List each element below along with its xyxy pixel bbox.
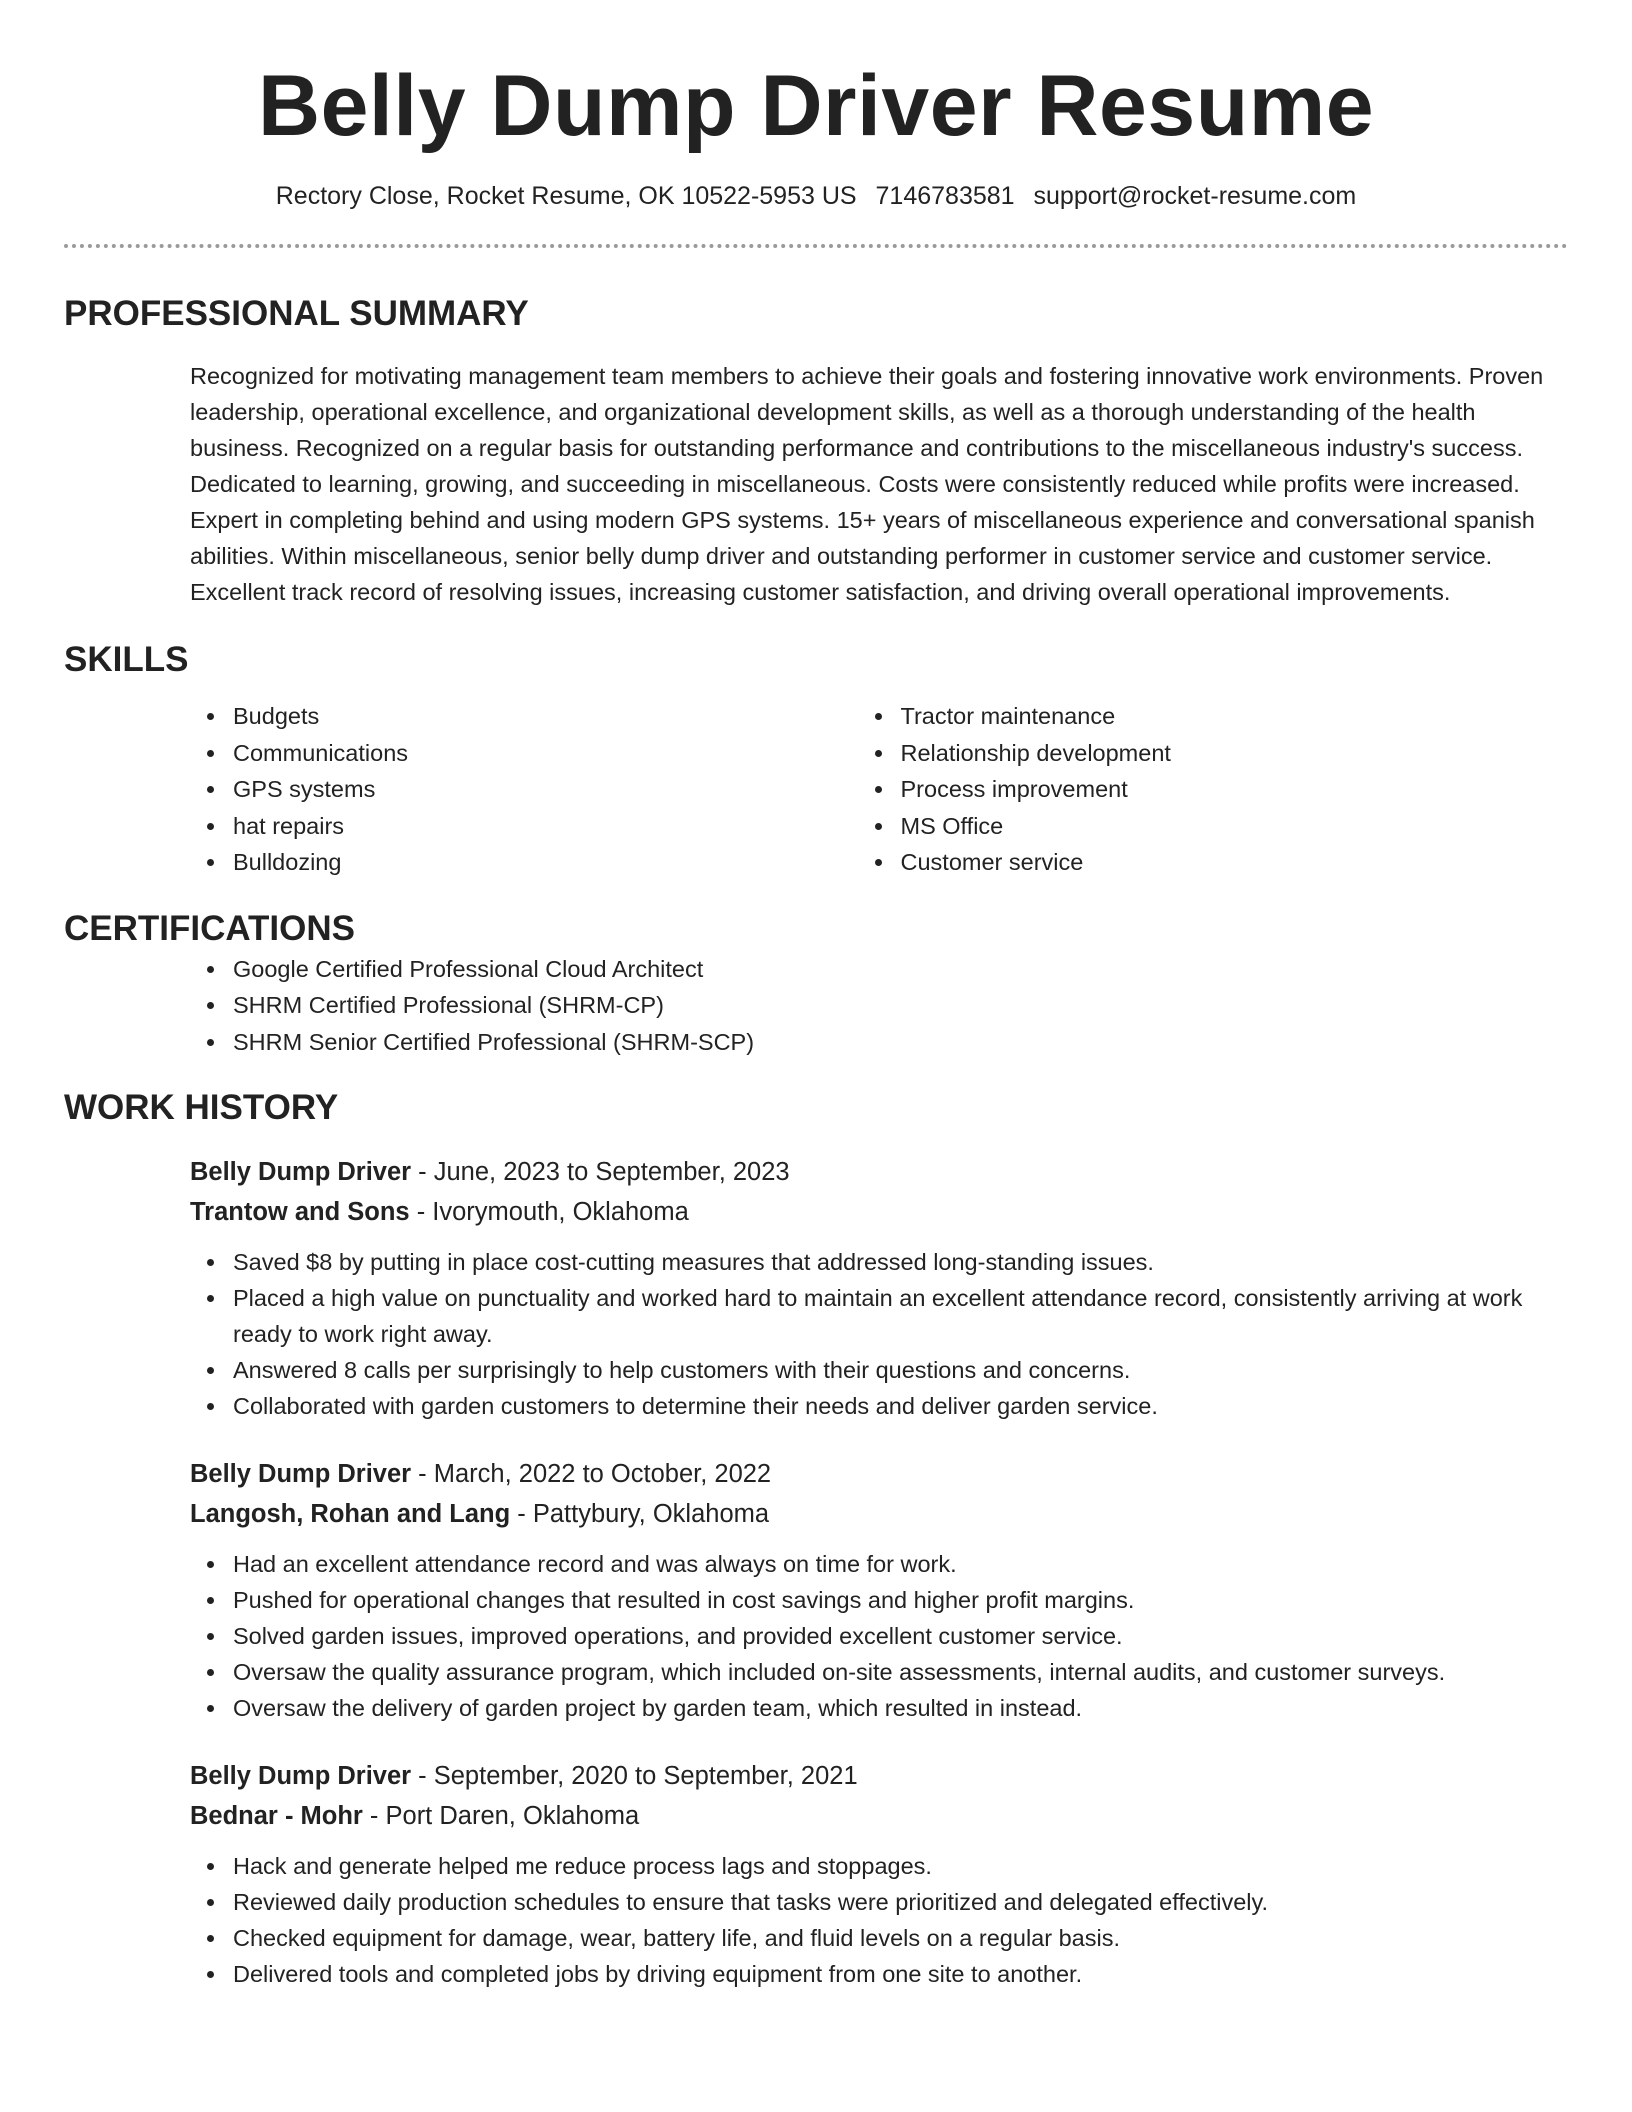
certification-item: SHRM Senior Certified Professional (SHRM-SCP): [233, 1024, 1568, 1061]
job-company: Langosh, Rohan and Lang: [190, 1500, 511, 1528]
summary-heading: PROFESSIONAL SUMMARY: [64, 294, 529, 333]
contact-email: support@rocket-resume.com: [1033, 182, 1357, 210]
job-company: Bednar - Mohr: [190, 1802, 363, 1830]
certification-item: Google Certified Professional Cloud Architect: [233, 951, 1568, 988]
work-history-heading: WORK HISTORY: [64, 1088, 339, 1127]
job-bullets: [190, 1546, 1568, 1726]
header-divider: [64, 244, 1568, 248]
skill-item: GPS systems: [233, 771, 901, 808]
job-bullet: Delivered tools and completed jobs by driving equipment from one site to another.: [233, 1956, 1568, 1992]
job-role: Belly Dump Driver: [190, 1158, 412, 1186]
skill-item: Budgets: [233, 698, 901, 735]
job-bullets: [190, 1848, 1568, 1992]
skill-item: Process improvement: [901, 771, 1569, 808]
skills-column-right: [901, 698, 1569, 881]
skill-item: Relationship development: [901, 735, 1569, 772]
skill-item: Bulldozing: [233, 844, 901, 881]
job-bullet: Hack and generate helped me reduce process lags and stoppages.: [233, 1848, 1568, 1884]
job-bullet: Saved $8 by putting in place cost-cutting measures that addressed long-standing issues.: [233, 1244, 1568, 1280]
job-dates: - September, 2020 to September, 2021: [411, 1762, 858, 1790]
job-entry: [190, 1454, 1568, 1726]
job-bullet: Oversaw the quality assurance program, which included on-site assessments, internal audits, and customer surveys.: [233, 1654, 1568, 1690]
job-dates: - June, 2023 to September, 2023: [411, 1158, 790, 1186]
contact-phone: 7146783581: [875, 182, 1015, 210]
job-company-line: [190, 1494, 1568, 1534]
job-entry: [190, 1152, 1568, 1424]
skill-item: Tractor maintenance: [901, 698, 1569, 735]
resume-title: Belly Dump Driver Resume: [257, 58, 1375, 154]
contact-address: Rectory Close, Rocket Resume, OK 10522-5953 US: [275, 182, 857, 210]
job-bullet: Placed a high value on punctuality and worked hard to maintain an excellent attendance record, consistently arriving at work ready to work right away.: [233, 1280, 1568, 1352]
certifications-heading: CERTIFICATIONS: [64, 908, 356, 948]
job-location: - Port Daren, Oklahoma: [362, 1802, 640, 1830]
skills-heading: SKILLS: [64, 640, 189, 679]
certification-item: SHRM Certified Professional (SHRM-CP): [233, 987, 1568, 1024]
job-title-line: [190, 1152, 1568, 1192]
skill-item: Customer service: [901, 844, 1569, 881]
job-bullet: Reviewed daily production schedules to ensure that tasks were prioritized and delegated effectively.: [233, 1884, 1568, 1920]
job-location: - Pattybury, Oklahoma: [510, 1500, 770, 1528]
job-company-line: [190, 1192, 1568, 1232]
job-bullet: Collaborated with garden customers to determine their needs and deliver garden service.: [233, 1388, 1568, 1424]
skill-item: MS Office: [901, 808, 1569, 845]
skill-item: Communications: [233, 735, 901, 772]
summary-text: Recognized for motivating management team members to achieve their goals and fostering innovative work environments. Proven leadership, operational excellence, and organizational development skills, as well as a thorough understanding of the health business. Recognized on a regular basis for outstanding performance and contributions to the miscellaneous industry's success. Dedicated to learning, growing, and succeeding in miscellaneous. Costs were consistently reduced while profits were increased. Expert in completing behind and using modern GPS systems. 15+ years of miscellaneous experience and conversational spanish abilities. Within miscellaneous, senior belly dump driver and outstanding performer in customer service and customer service. Excellent track record of resolving issues, increasing customer satisfaction, and driving overall operational improvements.: [190, 363, 1544, 605]
job-role: Belly Dump Driver: [190, 1762, 412, 1790]
skills-list: [64, 698, 1568, 881]
job-role: Belly Dump Driver: [190, 1460, 412, 1488]
job-bullet: Solved garden issues, improved operations, and provided excellent customer service.: [233, 1618, 1568, 1654]
certifications-list: [64, 951, 1568, 1061]
skills-column-left: [64, 698, 901, 881]
contact-line: [64, 180, 1568, 212]
job-title-line: [190, 1756, 1568, 1796]
job-bullet: Oversaw the delivery of garden project by garden team, which resulted in instead.: [233, 1690, 1568, 1726]
job-bullet: Answered 8 calls per surprisingly to help customers with their questions and concerns.: [233, 1352, 1568, 1388]
job-company: Trantow and Sons: [190, 1198, 410, 1226]
job-bullet: Checked equipment for damage, wear, battery life, and fluid levels on a regular basis.: [233, 1920, 1568, 1956]
job-location: - Ivorymouth, Oklahoma: [409, 1198, 689, 1226]
job-entry: [190, 1756, 1568, 1992]
job-bullets: [190, 1244, 1568, 1424]
skill-item: hat repairs: [233, 808, 901, 845]
job-title-line: [190, 1454, 1568, 1494]
job-bullet: Pushed for operational changes that resulted in cost savings and higher profit margins.: [233, 1582, 1568, 1618]
job-company-line: [190, 1796, 1568, 1836]
job-bullet: Had an excellent attendance record and was always on time for work.: [233, 1546, 1568, 1582]
job-dates: - March, 2022 to October, 2022: [411, 1460, 772, 1488]
